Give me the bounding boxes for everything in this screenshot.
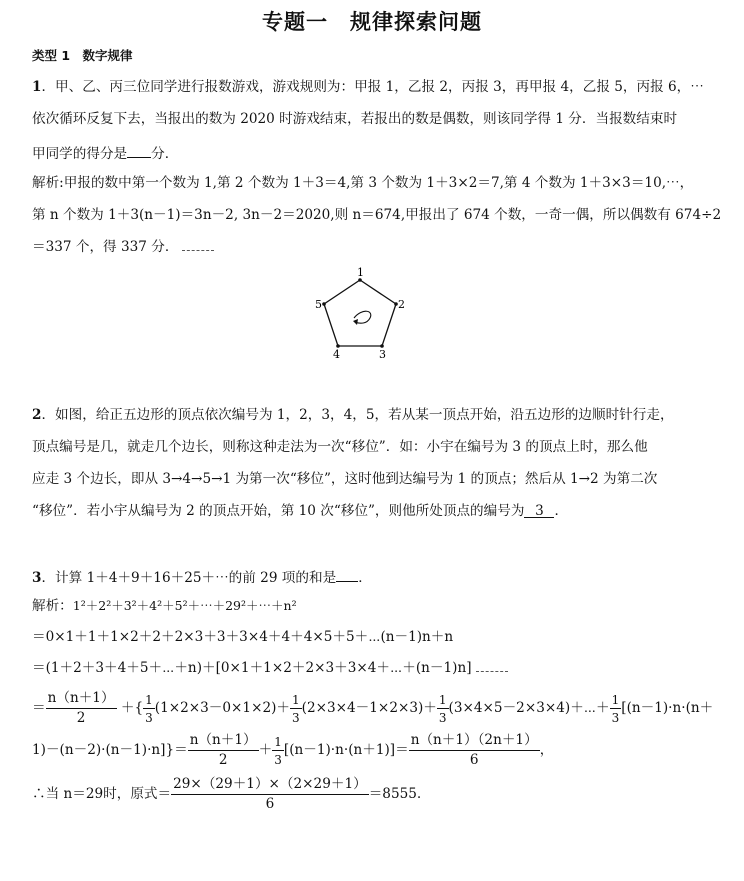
q1-line-1: 1．甲、乙、丙三位同学进行报数游戏，游戏规则为：甲报 1，乙报 2，丙报 3，再甲报 4，乙报 5，丙报 6，⋯ xyxy=(32,79,704,95)
q2-line-3: 应走 3 个边长，即从 3→4→5→1 为第一次“移位”，这时他到达编号为 1 的顶点；然后从 1→2 为第二次 xyxy=(32,471,658,487)
q3-solution-6: ∴当 n＝29时，原式＝ $\frac{29\times(29+1)\times(2\times 29+1)}{6}$ ＝8555. xyxy=(32,775,422,812)
q3-solution-1: 解析：1²＋2²＋3²＋4²＋5²＋⋯＋29²＋⋯＋n² xyxy=(32,598,297,614)
q3-solution-2: ＝0×1＋1＋1×2＋2＋2×3＋3＋3×4＋4＋4×5＋5＋⋯(n－1)n＋n xyxy=(32,629,454,645)
vertex-label-2: 2 xyxy=(398,298,405,311)
fraction-one-third: $\frac{1}{3}$ xyxy=(611,692,620,725)
q3-solution-5: 1)－(n－2)·(n－1)·n]}＝ $\frac{n(n+1)}{2}$ ＋ $\frac{1}{3}$ [(n－1)·n·(n＋1)]＝ $\frac{n(n+1)(2n+1)}{6}$ ， xyxy=(32,731,554,768)
wavy-underline-mark xyxy=(476,665,508,672)
q1-line-3: 甲同学的得分是 分． xyxy=(32,142,178,163)
vertex-label-5: 5 xyxy=(315,298,322,311)
vertex-label-4: 4 xyxy=(333,348,340,361)
fraction-one-third: $\frac{1}{3}$ xyxy=(145,692,153,725)
fraction-n-n1-over-2: $\frac{n(n+1)}{2}$ xyxy=(47,689,115,726)
fraction-final-computation: $\frac{29\times(29+1)\times(2\times 29+1)}{6}$ xyxy=(173,775,367,812)
vertex-label-3: 3 xyxy=(379,348,386,361)
vertex-5-dot xyxy=(322,302,326,306)
q3-number: 3 xyxy=(32,570,42,586)
arrowhead-icon xyxy=(353,319,358,325)
q1-solution-1: 解析:甲报的数中第一个数为 1,第 2 个数为 1＋3＝4,第 3 个数为 1＋3×2＝7,第 4 个数为 1＋3×3＝10,⋯， xyxy=(32,175,694,191)
vertex-label-1: 1 xyxy=(357,266,364,279)
q3-solution-3: ＝(1＋2＋3＋4＋5＋⋯＋n)＋[0×1＋1×2＋2×3＋3×4＋⋯＋(n－1)n] xyxy=(32,659,508,677)
q1-number: 1 xyxy=(32,79,42,95)
fraction-n-n1-over-2: $\frac{n(n+1)}{2}$ xyxy=(189,731,257,768)
q2-line-4: “移位”．若小宇从编号为 2 的顶点开始，第 10 次“移位”，则他所处顶点的编号为 3 ． xyxy=(32,503,569,519)
q1-answer-blank xyxy=(127,142,151,158)
q2-line-2: 顶点编号是几，就走几个边长，则称这种走法为一次“移位”．如：小宇在编号为 3 的顶点上时，那么他 xyxy=(32,439,648,455)
fraction-sum-of-squares-formula: $\frac{n(n+1)(2n+1)}{6}$ xyxy=(410,731,538,768)
q3-answer-blank xyxy=(336,566,358,582)
q3-stem: 3．计算 1＋4＋9＋16＋25＋⋯的前 29 项的和是 ． xyxy=(32,566,372,587)
pentagon-figure xyxy=(300,266,420,362)
q3-solution-4: ＝ $\frac{n(n+1)}{2}$ ＋{ $\frac{1}{3}$ (1×2×3－0×1×2)＋ $\frac{1}{3}$ (2×3×4－1×2×3)＋ $\frac{1}{3}$ (3×4×5－2×3×4)＋⋯＋ $\frac{1}{3}$ [(n－1)·n·(n＋ xyxy=(32,689,714,726)
fraction-one-third: $\frac{1}{3}$ xyxy=(274,734,282,767)
page-title: 专题一 规律探索问题 xyxy=(262,10,482,34)
section-heading: 类型 1 数字规律 xyxy=(32,48,133,63)
q2-answer: 3 xyxy=(524,502,554,518)
q1-solution-3: ＝337 个，得 337 分． xyxy=(32,238,214,256)
q1-line-2: 依次循环反复下去，当报出的数为 2020 时游戏结束，若报出的数是偶数，则该同学得 1 分．当报数结束时 xyxy=(32,111,678,127)
wavy-underline-mark xyxy=(182,244,214,251)
q2-number: 2 xyxy=(32,407,42,423)
fraction-one-third: $\frac{1}{3}$ xyxy=(292,692,300,725)
fraction-one-third: $\frac{1}{3}$ xyxy=(438,692,447,725)
q2-line-1: 2．如图，给正五边形的顶点依次编号为 1，2，3，4，5，若从某一顶点开始，沿五边形的边顺时针行走， xyxy=(32,407,674,423)
q1-solution-2: 第 n 个数为 1＋3(n－1)＝3n－2, 3n－2＝2020,则 n＝674,甲报出了 674 个数，一奇一偶，所以偶数有 674÷2 xyxy=(32,207,722,223)
